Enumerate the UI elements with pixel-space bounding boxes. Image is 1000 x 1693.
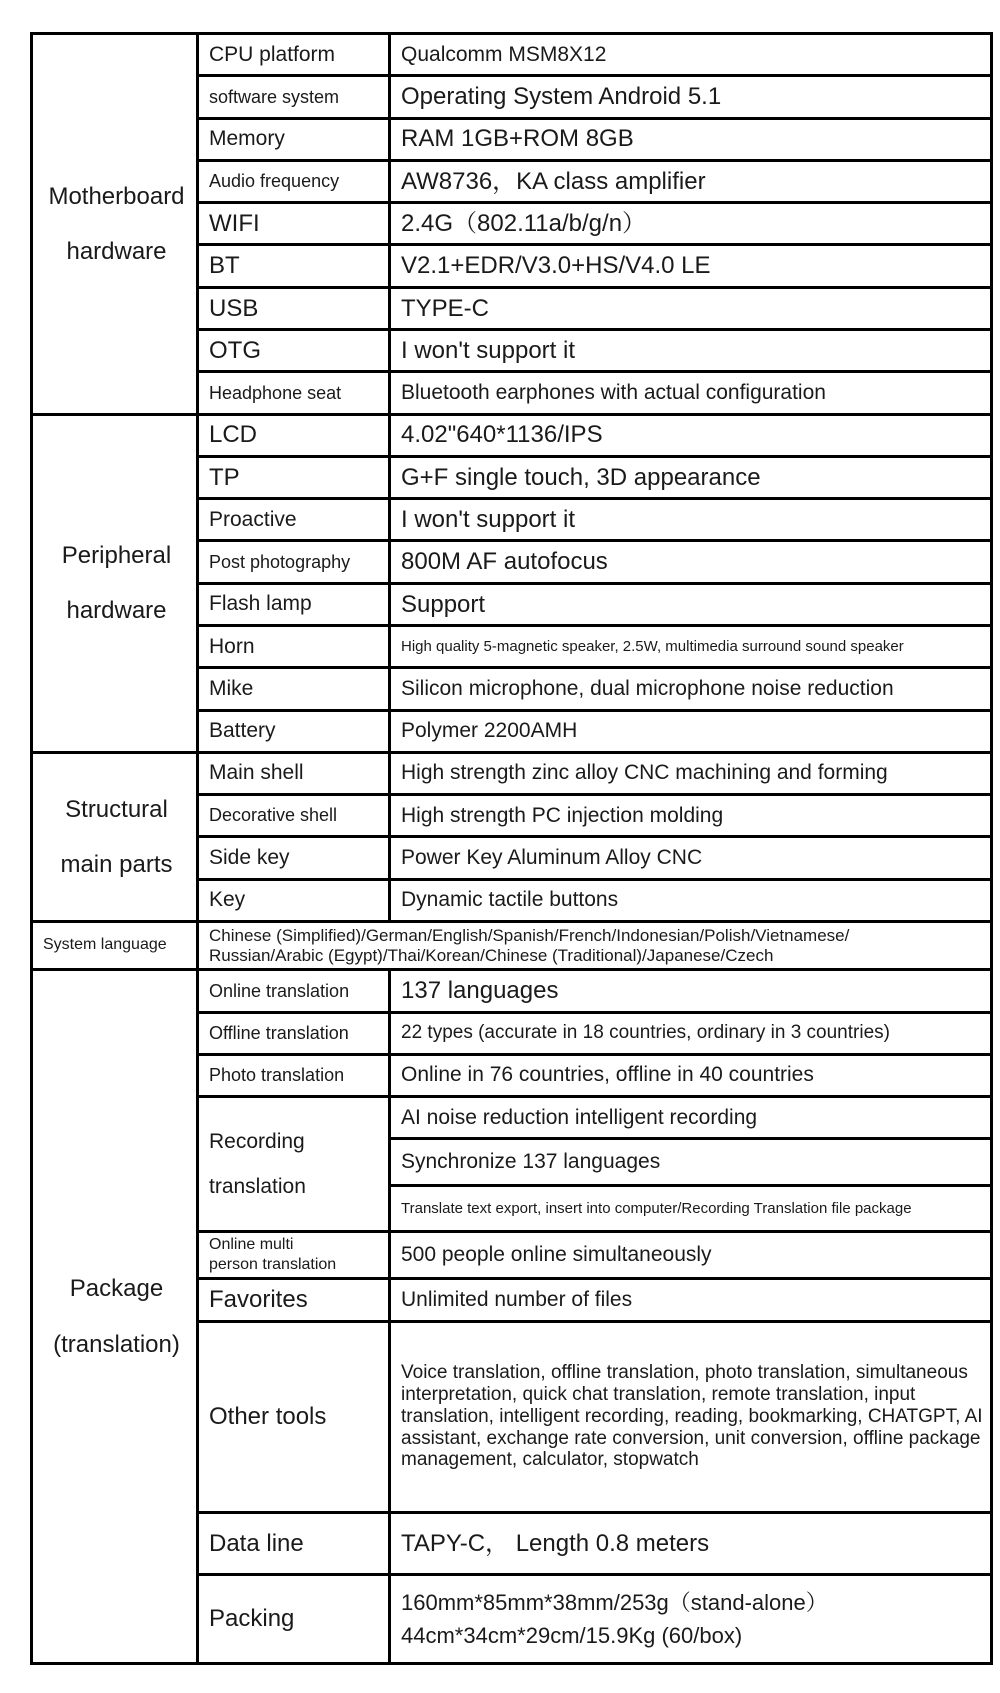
spec-value: Operating System Android 5.1 (390, 76, 992, 118)
section-label-line: Package (69, 1275, 164, 1303)
spec-value: Polymer 2200AMH (390, 710, 992, 752)
spec-label-line: person translation (209, 1256, 337, 1274)
spec-table (30, 32, 993, 1665)
section-label-line: (translation) (53, 1330, 180, 1358)
spec-value: G+F single touch, 3D appearance (390, 456, 992, 498)
spec-value: High strength zinc alloy CNC machining and forming (390, 752, 992, 794)
section-label-line: Motherboard (48, 182, 185, 210)
spec-label: Headphone seat (198, 372, 390, 414)
spec-label-recording-translation (198, 1097, 390, 1232)
spec-value: Voice translation, offline translation, photo translation, simultaneous interpretation, quick chat translation, remote translation, input translation, intelligent recording, reading, bookmarking, CHATGPT, AI assistant, exchange rate conversion, unit conversion, offline package management, calculator, stopwatch (390, 1321, 992, 1512)
spec-value: 2.4G（802.11a/b/g/n） (390, 203, 992, 245)
spec-label: Memory (198, 118, 390, 160)
spec-value: 137 languages (390, 970, 992, 1012)
spec-value: TAPY-C， Length 0.8 meters (390, 1512, 992, 1574)
packing-line: 44cm*34cm*29cm/15.9Kg (60/box) (401, 1623, 743, 1649)
packing-line: 160mm*85mm*38mm/253g（stand-alone） (401, 1590, 828, 1616)
section-label-line: hardware (66, 237, 167, 265)
spec-value: Qualcomm MSM8X12 (390, 34, 992, 76)
spec-label-system-language: System language (32, 921, 198, 969)
spec-label: Audio frequency (198, 160, 390, 202)
spec-label: USB (198, 287, 390, 329)
spec-value: Dynamic tactile buttons (390, 879, 992, 921)
spec-label: WIFI (198, 203, 390, 245)
section-label-structural-main-parts (32, 752, 198, 921)
table-row (32, 752, 992, 794)
spec-value: AI noise reduction intelligent recording (390, 1097, 992, 1139)
spec-value: Power Key Aluminum Alloy CNC (390, 837, 992, 879)
spec-label: Battery (198, 710, 390, 752)
spec-value-packing (390, 1575, 992, 1664)
spec-label: Proactive (198, 499, 390, 541)
spec-value: Translate text export, insert into computer/Recording Translation file package (390, 1185, 992, 1231)
spec-value: I won't support it (390, 329, 992, 371)
spec-label-line: Recording (209, 1129, 305, 1153)
spec-value-system-language (198, 921, 992, 969)
spec-value: Unlimited number of files (390, 1279, 992, 1321)
spec-label: Online translation (198, 970, 390, 1012)
spec-label: CPU platform (198, 34, 390, 76)
spec-label: Side key (198, 837, 390, 879)
spec-value: Silicon microphone, dual microphone noise reduction (390, 668, 992, 710)
spec-value: Synchronize 137 languages (390, 1139, 992, 1185)
spec-label: Decorative shell (198, 795, 390, 837)
section-label-line: Peripheral (61, 541, 172, 569)
spec-label: Flash lamp (198, 583, 390, 625)
spec-value: Bluetooth earphones with actual configuration (390, 372, 992, 414)
spec-label: Favorites (198, 1279, 390, 1321)
spec-value: 4.02"640*1136/IPS (390, 414, 992, 456)
spec-value: V2.1+EDR/V3.0+HS/V4.0 LE (390, 245, 992, 287)
spec-label: Photo translation (198, 1054, 390, 1096)
spec-label: Key (198, 879, 390, 921)
spec-label-line: translation (209, 1175, 306, 1199)
system-language-line: Chinese (Simplified)/German/English/Spanish/French/Indonesian/Polish/Vietnamese/ (209, 926, 850, 946)
spec-value: 800M AF autofocus (390, 541, 992, 583)
spec-value: High strength PC injection molding (390, 795, 992, 837)
section-label-motherboard-hardware (32, 34, 198, 415)
table-row (32, 970, 992, 1012)
spec-label: Other tools (198, 1321, 390, 1512)
spec-value: Support (390, 583, 992, 625)
spec-label: Horn (198, 625, 390, 667)
table-row (32, 34, 992, 76)
spec-value: RAM 1GB+ROM 8GB (390, 118, 992, 160)
spec-label: TP (198, 456, 390, 498)
section-label-line: Structural (65, 795, 168, 823)
system-language-line: Russian/Arabic (Egypt)/Thai/Korean/Chinese (Traditional)/Japanese/Czech (209, 945, 774, 965)
spec-value: AW8736，KA class amplifier (390, 160, 992, 202)
spec-label-online-multi-person-translation (198, 1231, 390, 1278)
spec-label: OTG (198, 329, 390, 371)
spec-value: 22 types (accurate in 18 countries, ordinary in 3 countries) (390, 1012, 992, 1054)
spec-label: Data line (198, 1512, 390, 1574)
spec-value: 500 people online simultaneously (390, 1231, 992, 1278)
spec-label: Main shell (198, 752, 390, 794)
spec-label: Packing (198, 1575, 390, 1664)
spec-label: LCD (198, 414, 390, 456)
spec-value: Online in 76 countries, offline in 40 countries (390, 1054, 992, 1096)
section-label-peripheral-hardware (32, 414, 198, 752)
spec-label: Offline translation (198, 1012, 390, 1054)
spec-value: High quality 5-magnetic speaker, 2.5W, multimedia surround sound speaker (390, 625, 992, 667)
spec-label: Mike (198, 668, 390, 710)
spec-value: TYPE-C (390, 287, 992, 329)
table-row (32, 414, 992, 456)
spec-label: Post photography (198, 541, 390, 583)
section-label-line: main parts (60, 850, 173, 878)
spec-label-line: Online multi (209, 1236, 294, 1254)
section-label-line: hardware (66, 597, 167, 625)
section-label-package-translation (32, 970, 198, 1664)
spec-value: I won't support it (390, 499, 992, 541)
spec-label: BT (198, 245, 390, 287)
spec-label: software system (198, 76, 390, 118)
table-row (32, 921, 992, 969)
